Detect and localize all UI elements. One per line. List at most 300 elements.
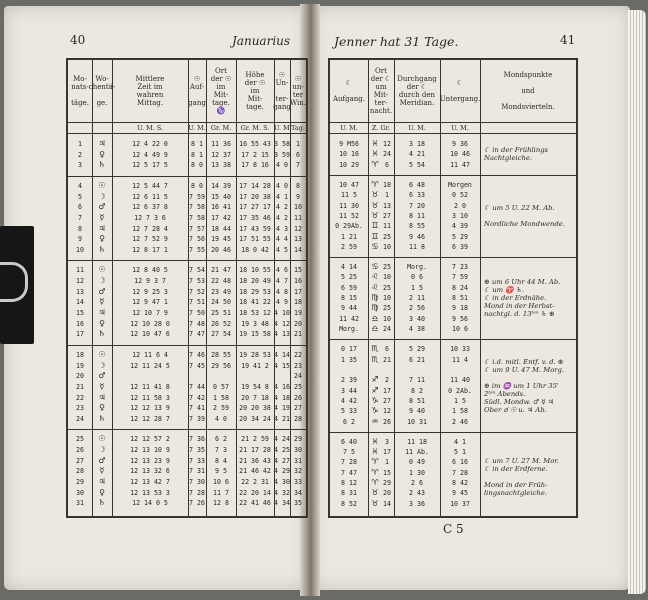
column-header: ☉ Auf- gang: [188, 75, 206, 107]
cell-ex: 27: [294, 404, 302, 413]
cell-rise: 7 46: [189, 350, 205, 359]
cell-rise: 8 0: [191, 181, 203, 190]
cell-set: 3 58: [274, 140, 290, 148]
cell-set: 4 8: [276, 287, 288, 296]
cell-deg: 26: [383, 417, 391, 426]
cell-deg: 27: [383, 211, 391, 220]
cell-ex: 14: [294, 245, 302, 254]
cell-deg: 18: [383, 180, 391, 189]
cell-alt: 17 51 55: [239, 235, 271, 244]
cell-rise: 10 16: [339, 150, 359, 159]
table-row: [330, 447, 576, 457]
cell-sun: 1 58: [213, 393, 229, 402]
cell-tr: 11 18: [407, 437, 427, 446]
cell-rise: 7 42: [189, 393, 205, 402]
week-rule: [330, 175, 576, 176]
cell-rise: 8 1: [191, 150, 203, 159]
cell-rise: 9 44: [341, 304, 357, 313]
cell-rise: 8 1: [191, 140, 203, 148]
cell-sign: ♈: [371, 467, 379, 477]
cell-deg: 27: [383, 396, 391, 405]
cell-set: 9 45: [452, 489, 468, 498]
cell-deg: 10: [383, 314, 391, 323]
table-row: [330, 242, 576, 252]
right-ephemeris-table: [328, 58, 578, 518]
table-row: [68, 382, 306, 393]
cell-ex: 10: [294, 203, 302, 212]
table-row: [68, 224, 306, 235]
table-row: [68, 466, 306, 477]
cell-set: 4 21: [274, 414, 290, 423]
cell-ex: 17: [294, 287, 302, 296]
cell-deg: 24: [383, 150, 391, 159]
cell-alt: 20 20 38: [239, 404, 271, 413]
cell-ex: 11: [294, 213, 302, 222]
cell-sun: 13 38: [211, 161, 231, 170]
cell-set: 4 0: [276, 161, 288, 170]
cell-deg: 29: [383, 479, 391, 488]
cell-alt: 21 46 42: [239, 467, 271, 476]
cell-deg: 10: [383, 242, 391, 251]
table-row: [68, 308, 306, 319]
cell-tr: 2 11: [409, 294, 425, 303]
moon-phase-note: Mond in der Herbst-: [484, 302, 555, 311]
cell-sun: 29 56: [211, 361, 231, 370]
cell-rise: 3 44: [341, 386, 357, 395]
cell-wd: ♀: [99, 487, 105, 497]
cell-sign: ♎: [371, 324, 379, 333]
cell-day: 25: [76, 435, 84, 444]
cell-set: 4 5: [276, 245, 288, 254]
cell-rise: 8 0: [191, 161, 203, 170]
table-row: [330, 417, 576, 427]
table-row: [68, 350, 306, 361]
cell-sign: ♍: [371, 303, 379, 313]
cell-sun: 7 3: [215, 446, 227, 455]
cell-rise: 1 35: [341, 355, 357, 364]
cell-set: 3 59: [274, 150, 290, 159]
cell-noon: 12 8 17 1: [132, 245, 168, 254]
table-row: [330, 437, 576, 447]
cell-day: 28: [76, 467, 84, 476]
cell-sign: ♊: [371, 231, 379, 241]
cell-set: 7 23: [452, 263, 468, 272]
cell-set: 4 27: [274, 456, 290, 465]
cell-set: 8 51: [452, 294, 468, 303]
table-row: [330, 232, 576, 242]
cell-set: 10 46: [450, 150, 470, 159]
cell-tr: 3 36: [409, 499, 425, 508]
cell-sun: 22 48: [211, 277, 231, 286]
table-row: [68, 139, 306, 150]
cell-rise: 7 48: [189, 319, 205, 328]
column-header: Ort der ☾ um Mit- ter- nacht.: [369, 67, 393, 115]
cell-sign: ♉: [371, 488, 379, 498]
cell-noon: 12 6 37 8: [132, 203, 168, 212]
cell-rise: Morg.: [339, 325, 359, 333]
cell-rise: 7 47: [341, 468, 357, 477]
cell-noon: 12 8 40 5: [132, 266, 168, 275]
cell-alt: 19 15 58: [239, 330, 271, 339]
cell-deg: 25: [383, 283, 391, 292]
cell-rise: 7 35: [189, 446, 205, 455]
cell-day: 29: [76, 478, 84, 487]
cell-ex: 24: [294, 372, 302, 381]
cell-sun: 21 47: [211, 266, 231, 275]
cell-rise: 7 39: [189, 414, 205, 423]
cell-noon: 12 13 23 9: [130, 456, 170, 465]
cell-noon: 12 13 10 9: [130, 446, 170, 455]
cell-wd: ♀: [99, 403, 105, 413]
cell-rise: 9 M56: [339, 140, 359, 148]
cell-deg: 12: [383, 407, 391, 416]
cell-sun: 0 57: [213, 382, 229, 391]
cell-set: 10 37: [450, 499, 470, 508]
cell-rise: 8 15: [341, 294, 357, 303]
cell-sun: 24 50: [211, 298, 231, 307]
right-page-number: 41: [560, 33, 576, 47]
cell-set: 4 6: [276, 266, 288, 275]
table-row: [68, 371, 306, 382]
cell-set: 3 10: [452, 211, 468, 220]
cell-noon: 12 4 22 0: [132, 140, 168, 148]
cell-set: 4 9: [276, 298, 288, 307]
table-row: [330, 499, 576, 509]
table-row: [68, 329, 306, 340]
cell-wd: ☿: [99, 212, 105, 222]
cell-ex: 8: [296, 181, 300, 190]
moon-phase-note: nachtgl. d. 13ᵗᵉⁿ ♄ ⊕: [484, 310, 555, 319]
moon-phase-note: ☾ i.d. mitl. Entf. v. d. ⊕: [484, 357, 564, 366]
cell-set: 4 1: [454, 437, 466, 446]
cell-sign: ♉: [371, 200, 379, 210]
cell-set: 4 25: [274, 446, 290, 455]
unit-label: U. M.: [340, 124, 358, 132]
cell-set: 4 2: [276, 213, 288, 222]
unit-label: [480, 123, 576, 133]
week-rule: [330, 257, 576, 258]
cell-set: 5 1: [454, 448, 466, 457]
cell-wd: ☽: [98, 191, 106, 201]
table-row: [68, 498, 306, 509]
cell-rise: 8 52: [341, 499, 357, 508]
cell-day: 10: [76, 245, 84, 254]
cell-noon: 12 10 7 9: [132, 309, 168, 318]
cell-wd: ♃: [98, 477, 106, 487]
cell-deg: 25: [383, 304, 391, 313]
cell-ex: 12: [294, 224, 302, 233]
column-header: Mondspunkte und Mondsvierteln.: [501, 71, 555, 111]
table-row: [68, 160, 306, 171]
cell-rise: 5 33: [341, 407, 357, 416]
cell-set: 6 39: [452, 242, 468, 251]
cell-tr: 9 46: [409, 232, 425, 241]
cell-ex: 15: [294, 266, 302, 275]
cell-deg: 1: [385, 458, 389, 467]
cell-deg: 6: [385, 345, 389, 354]
cell-ex: 33: [294, 478, 302, 487]
cell-alt: 18 10 55: [239, 266, 271, 275]
cell-set: 4 34: [274, 499, 290, 508]
cell-ex: 22: [294, 350, 302, 359]
cell-sign: ♋: [371, 262, 379, 272]
table-row: [68, 488, 306, 499]
cell-rise: 7 54: [189, 266, 205, 275]
page-edges: [628, 10, 646, 594]
cell-tr: 3 40: [409, 314, 425, 323]
cell-rise: 7 53: [189, 277, 205, 286]
table-row: [68, 287, 306, 298]
cell-tr: 8 55: [409, 222, 425, 231]
cell-tr: 7 11: [409, 376, 425, 385]
cell-set: 4 14: [274, 350, 290, 359]
cell-wd: ♂: [98, 202, 106, 212]
cell-sun: 20 46: [211, 245, 231, 254]
cell-set: 9 18: [452, 304, 468, 313]
signature-mark: C 5: [443, 522, 464, 536]
cell-ex: 16: [294, 277, 302, 286]
cell-deg: [381, 365, 393, 375]
cell-sign: ♓: [371, 149, 379, 159]
cell-noon: 12 14 0 5: [132, 499, 168, 508]
cell-tr: 8 2: [411, 386, 423, 395]
cell-day: 30: [76, 488, 84, 497]
table-row: [68, 319, 306, 330]
unit-label: [68, 123, 92, 133]
cell-day: 24: [76, 414, 84, 423]
cell-noon: 12 9 25 3: [132, 287, 168, 296]
table-row: [68, 414, 306, 425]
week-rule: [330, 339, 576, 340]
cell-sun: 12 37: [211, 150, 231, 159]
cell-sign: ♒: [371, 416, 379, 426]
cell-rise: 7 41: [189, 404, 205, 413]
cell-alt: 19 28 53: [239, 350, 271, 359]
cell-sign: ♍: [371, 293, 379, 303]
cell-sign: ♊: [371, 221, 379, 231]
cell-set: 2 46: [452, 417, 468, 426]
cell-rise: 4 14: [341, 263, 357, 272]
cell-set: 4 13: [274, 330, 290, 339]
cell-deg: 20: [383, 489, 391, 498]
cell-day: 15: [76, 309, 84, 318]
table-row: [68, 361, 306, 372]
table-row: [330, 190, 576, 200]
week-rule: [68, 260, 306, 261]
moon-phase-note: 2ᵗᵉⁿ Abends.: [484, 389, 526, 398]
cell-ex: 30: [294, 446, 302, 455]
cell-alt: 21 36 43: [239, 456, 271, 465]
cell-rise: 0 29Ab.: [335, 222, 363, 231]
cell-rise: 7 28: [189, 488, 205, 497]
table-row: [68, 265, 306, 276]
cell-set: 4 24: [274, 435, 290, 444]
cell-tr: 3 18: [409, 140, 425, 148]
table-row: [68, 445, 306, 456]
cell-alt: 17 8 16: [241, 161, 269, 170]
cell-rise: 7 59: [189, 192, 205, 201]
cell-set: 4 4: [276, 235, 288, 244]
cell-wd: ♃: [98, 223, 106, 233]
cell-ex: 23: [294, 361, 302, 370]
cell-deg: 11: [383, 222, 391, 231]
cell-wd: ☽: [98, 360, 106, 370]
cell-alt: 17 43 59: [239, 224, 271, 233]
cell-day: 13: [76, 287, 84, 296]
cell-day: 3: [78, 161, 82, 170]
cell-rise: 7 30: [189, 478, 205, 487]
cell-sun: 10 6: [213, 478, 229, 487]
cell-alt: 19 3 48: [241, 319, 269, 328]
cell-ex: 26: [294, 393, 302, 402]
unit-label: [92, 123, 112, 133]
cell-rise: 11 52: [339, 211, 359, 220]
cell-set: 4 15: [274, 361, 290, 370]
cell-wd: ♃: [98, 139, 106, 148]
cell-rise: 7 56: [189, 235, 205, 244]
cell-sign: ♑: [371, 406, 379, 416]
moon-phase-note: ⊕ um 6 Uhr 44 M. Ab.: [484, 278, 561, 287]
cell-tr: 10 31: [407, 417, 427, 426]
cell-set: Morgen: [448, 180, 472, 189]
right-running-head: Jenner hat 31 Tage.: [334, 34, 459, 49]
cell-noon: 12 13 53 3: [130, 488, 170, 497]
cell-rise: 4 42: [341, 396, 357, 405]
cell-alt: 20 7 18: [241, 393, 269, 402]
cell-day: 8: [78, 224, 82, 233]
cell-alt: 22 20 14: [239, 488, 271, 497]
cell-day: 14: [76, 298, 84, 307]
table-row: [68, 434, 306, 445]
cell-wd: ♄: [98, 498, 106, 508]
cell-ex: 32: [294, 467, 302, 476]
cell-sign: ♈: [371, 159, 379, 169]
table-row: [68, 456, 306, 467]
cell-tr: 8 51: [409, 396, 425, 405]
cell-ex: 19: [294, 309, 302, 318]
moon-phase-note: ⊕ im ♒ um 1 Uhr 35': [484, 381, 559, 390]
cell-day: 27: [76, 456, 84, 465]
cell-wd: ♄: [98, 160, 106, 170]
cell-set: 4 1: [276, 192, 288, 201]
column-header: Mo- nats- täge.: [71, 75, 89, 107]
left-running-head: Januarius: [232, 34, 291, 48]
cell-day: 1: [78, 140, 82, 148]
table-row: [330, 180, 576, 190]
cell-sun: 26 52: [211, 319, 231, 328]
cell-tr: 5 29: [409, 345, 425, 354]
cell-rise: 2 59: [341, 242, 357, 251]
cell-sun: 12 8: [213, 499, 229, 508]
moon-phase-note: ☾ um 5 U. 22 M. Ab.: [484, 204, 555, 213]
cell-tr: 4 38: [409, 325, 425, 333]
cell-set: 4 3: [276, 224, 288, 233]
moon-phase-note: Südl. Mondw. ♂ ☿ ♃: [484, 397, 554, 406]
cell-set: 1 5: [454, 396, 466, 405]
cell-wd: ☿: [99, 297, 105, 307]
cell-wd: ♄: [98, 329, 106, 339]
cell-sign: ♏: [371, 344, 379, 354]
cell-ex: 18: [294, 298, 302, 307]
cell-sign: ♉: [371, 190, 379, 200]
cell-wd: ♃: [98, 308, 106, 318]
cell-ex: 28: [294, 414, 302, 423]
table-row: [68, 234, 306, 245]
cell-rise: 7 45: [189, 361, 205, 370]
cell-wd: ☿: [99, 381, 105, 391]
table-row: [68, 477, 306, 488]
cell-sun: 17 42: [211, 213, 231, 222]
cell-rise: 11 42: [339, 314, 359, 323]
cell-set: 6 16: [452, 458, 468, 467]
cell-ex: 20: [294, 319, 302, 328]
cell-deg: 25: [383, 263, 391, 272]
cell-sun: 19 45: [211, 235, 231, 244]
cell-ex: 34: [294, 488, 302, 497]
cell-wd: ♂: [98, 286, 106, 296]
cell-sign: ♉: [371, 498, 379, 508]
cell-wd: ☉: [98, 434, 106, 444]
table-row: [68, 276, 306, 287]
cell-sun: 9 5: [215, 467, 227, 476]
cell-set: 4 0: [276, 181, 288, 190]
cell-wd: ♃: [98, 392, 106, 402]
cell-rise: 7 5: [343, 448, 355, 457]
cell-day: 4: [78, 181, 82, 190]
cell-rise: 7 58: [189, 213, 205, 222]
cell-day: 26: [76, 446, 84, 455]
moon-phase-note: Ober ☌ ☉ u. ♃ Ab.: [484, 405, 547, 414]
cell-noon: 12 7 52 9: [132, 235, 168, 244]
table-row: [68, 213, 306, 224]
cell-noon: [112, 371, 188, 382]
left-page-number: 40: [70, 33, 86, 47]
cell-deg: 10: [383, 273, 391, 282]
cell-set: 10 33: [450, 345, 470, 354]
cell-day: 12: [76, 277, 84, 286]
cell-set: 4 19: [274, 404, 290, 413]
cell-noon: 12 4 49 9: [132, 150, 168, 159]
cell-wd: ♄: [98, 244, 106, 254]
cell-set: 4 16: [274, 382, 290, 391]
cell-sign: ♈: [371, 179, 379, 189]
cell-ex: 31: [294, 456, 302, 465]
cell-rise: 7 47: [189, 330, 205, 339]
cell-noon: 12 5 44 7: [132, 181, 168, 190]
cell-alt: 16 55 43: [239, 140, 271, 148]
cell-set: 11 47: [450, 160, 470, 169]
binder-clip-wire: [0, 262, 28, 302]
cell-set: 4 2: [276, 203, 288, 212]
cell-sun: 8 4: [215, 456, 227, 465]
cell-noon: 12 11 41 8: [130, 382, 170, 391]
cell-sign: ♐: [371, 385, 379, 395]
cell-set: 7 59: [452, 273, 468, 282]
cell-deg: 13: [383, 201, 391, 210]
cell-set: 0 2Ab.: [448, 386, 472, 395]
cell-deg: 17: [383, 448, 391, 457]
cell-wd: ☿: [99, 466, 105, 476]
cell-set: 8 42: [452, 479, 468, 488]
moon-phase-note: ☾ in der Erdnähe.: [484, 294, 547, 303]
cell-set: 1 58: [452, 407, 468, 416]
cell-sign: ♐: [371, 375, 379, 385]
cell-sign: ♎: [371, 313, 379, 323]
cell-set: [274, 371, 290, 382]
table-row: [68, 202, 306, 213]
week-rule: [330, 432, 576, 433]
cell-sun: 2 59: [213, 404, 229, 413]
